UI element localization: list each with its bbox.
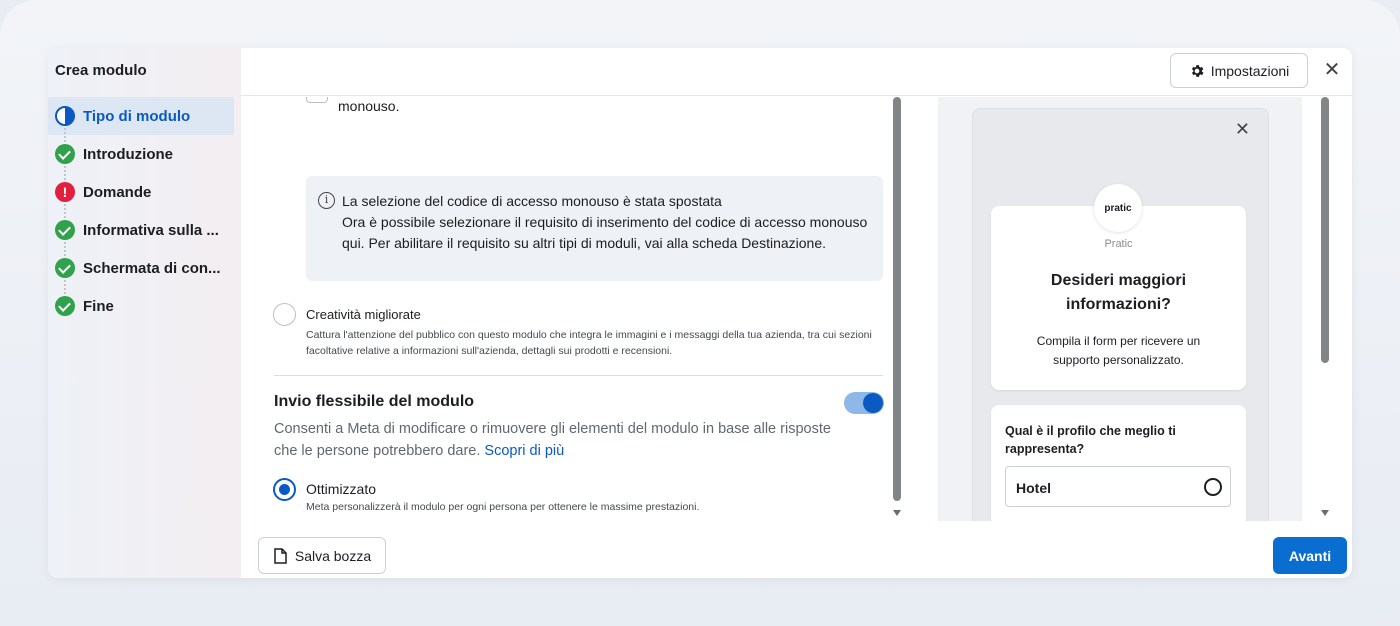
steps-sidebar: [48, 48, 241, 578]
content-scrollbar[interactable]: [893, 97, 901, 501]
step-confirmation-screen[interactable]: [48, 249, 241, 287]
preview-headline: Desideri maggiori informazioni?: [1050, 272, 1187, 313]
check-circle-icon: [55, 258, 75, 278]
close-icon[interactable]: ✕: [1234, 119, 1250, 139]
section-divider: [274, 375, 883, 376]
error-circle-icon: !: [55, 182, 75, 202]
info-notice-body: Ora è possibile selezionare il requisito di inserimento del codice di accesso monouso qui. Per abilitare il requisito su altri tipi di moduli, vai alla scheda Destinazione.: [342, 214, 868, 251]
step-questions[interactable]: [48, 173, 241, 211]
half-circle-progress-icon: [55, 106, 75, 126]
step-label: Domande: [83, 183, 152, 201]
answer-radio[interactable]: [1204, 478, 1222, 496]
otp-checkbox[interactable]: [306, 97, 328, 103]
optimized-radio[interactable]: [273, 478, 296, 501]
info-notice-title: La selezione del codice di accesso monouso è stata spostata: [342, 193, 722, 209]
flexible-delivery-title: Invio flessibile del modulo: [274, 393, 475, 410]
question-card: [991, 405, 1246, 521]
step-label: Schermata di con...: [83, 259, 221, 277]
flexible-delivery-description: [274, 418, 854, 462]
step-label: Fine: [83, 297, 114, 315]
form-type-panel: [241, 97, 905, 521]
next-button[interactable]: Avanti: [1273, 537, 1347, 574]
optimized-description: Meta personalizzerà il modulo per ogni persona per ottenere le massime prestazioni.: [306, 501, 700, 513]
dialog-header: [241, 48, 1352, 96]
info-icon: i: [318, 192, 335, 209]
brand-logo: pratic: [1094, 184, 1142, 232]
step-end[interactable]: [48, 287, 241, 325]
gear-icon: [1189, 63, 1205, 79]
close-icon[interactable]: ✕: [1323, 59, 1341, 81]
check-circle-icon: [55, 144, 75, 164]
answer-option[interactable]: [1005, 466, 1231, 507]
check-circle-icon: [55, 220, 75, 240]
brand-name: Pratic: [1104, 238, 1133, 250]
preview-question: Qual è il profilo che meglio ti rappresenta?: [1005, 424, 1176, 456]
step-label: Introduzione: [83, 145, 173, 163]
document-icon: [273, 548, 287, 564]
preview-subtext: Compila il form per ricevere un supporto personalizzato.: [1036, 334, 1201, 367]
otp-label-tail: monouso.: [338, 98, 400, 114]
answer-label: Hotel: [1016, 480, 1051, 496]
step-label: Informativa sulla ...: [83, 221, 219, 239]
scroll-down-arrow-icon[interactable]: [1321, 510, 1329, 516]
step-list: [48, 97, 241, 325]
info-notice: [306, 176, 883, 281]
check-circle-icon: [55, 296, 75, 316]
settings-label: Impostazioni: [1210, 62, 1290, 79]
optimized-title: Ottimizzato: [306, 481, 377, 497]
toggle-knob: [863, 393, 883, 413]
settings-button[interactable]: [1170, 53, 1308, 88]
sidebar-title: Crea modulo: [55, 62, 147, 79]
form-preview: [938, 97, 1302, 521]
preview-phone: [972, 108, 1269, 521]
save-draft-label: Salva bozza: [294, 547, 372, 564]
enhanced-creative-radio[interactable]: [273, 303, 296, 326]
learn-more-link[interactable]: Scopri di più: [484, 443, 565, 459]
flexible-delivery-toggle[interactable]: [844, 392, 884, 414]
intro-card: [991, 202, 1246, 390]
step-privacy-policy[interactable]: [48, 211, 241, 249]
preview-scrollbar[interactable]: [1321, 97, 1329, 363]
step-label: Tipo di modulo: [83, 107, 191, 125]
enhanced-creative-description: Cattura l'attenzione del pubblico con questo modulo che integra le immagini e i messaggi della tua azienda, tra cui sezioni facoltative relative a informazioni sull'azienda, dettagli sui prodotti e recensioni.: [306, 329, 872, 357]
save-draft-button[interactable]: [258, 537, 386, 574]
step-form-type[interactable]: [48, 97, 234, 135]
step-intro[interactable]: [48, 135, 241, 173]
flexible-delivery-text: Consenti a Meta di modificare o rimuovere gli elementi del modulo in base alle risposte che le persone potrebbero dare.: [274, 421, 831, 459]
enhanced-creative-title: Creatività migliorate: [306, 307, 421, 322]
scroll-down-arrow-icon[interactable]: [893, 510, 901, 516]
